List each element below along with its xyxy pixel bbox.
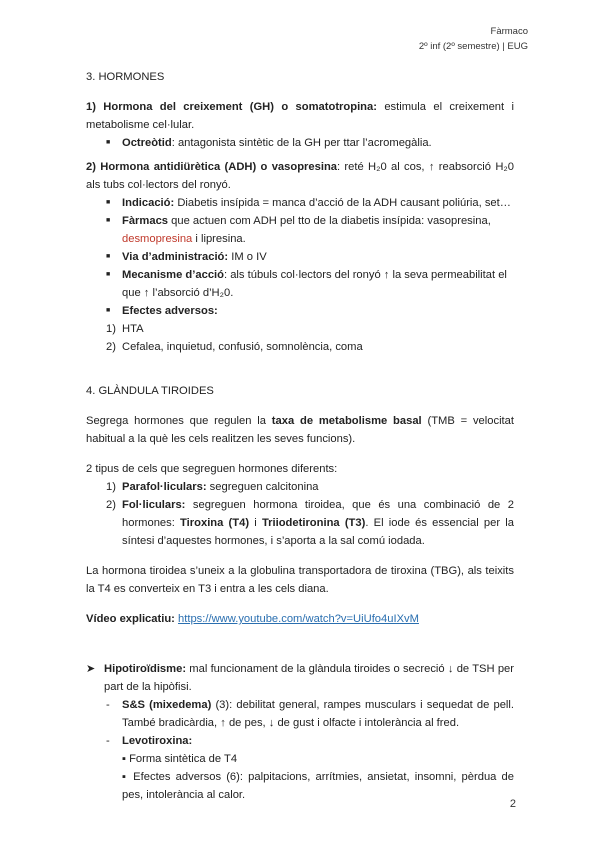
- tmb-term: taxa de metabolisme basal: [271, 415, 422, 427]
- farmacs-end: i lipresina.: [192, 233, 246, 245]
- tiroides-paragraph-1: [86, 412, 514, 448]
- list-item: [86, 212, 514, 248]
- octreotid-term: Octreòtid: [122, 137, 172, 149]
- list-item: [86, 266, 514, 302]
- list-item: [86, 338, 514, 356]
- efectes-term: Efectes adversos:: [122, 305, 218, 317]
- cell-types-list: [86, 478, 514, 550]
- header-subject: Fàrmaco: [490, 26, 528, 37]
- p1-start: Segrega hormones que regulen la: [86, 415, 272, 427]
- arrow-bullet-icon: ➤: [86, 663, 96, 675]
- via-text: IM o IV: [228, 251, 267, 263]
- levotiroxina-term: Levotiroxina:: [122, 735, 193, 747]
- adh-list: [86, 194, 514, 320]
- header-course: 2º inf (2º semestre) | EUG: [418, 41, 528, 52]
- p1-end: (TMB = velocitat habitual a la què les cels realitzen les seves funcions).: [86, 415, 514, 445]
- mecanisme-term: Mecanisme d’acció: [122, 269, 224, 281]
- levo-sub-item: ▪ Forma sintètica de T4: [122, 753, 238, 765]
- dash-bullet: -: [106, 735, 110, 747]
- list-item: [86, 134, 514, 152]
- video-paragraph: [86, 610, 514, 628]
- list-item: [86, 302, 514, 320]
- farmacs-text: que actuen com ADH pel tto de la diabetis insípida: vasopresina,: [168, 215, 491, 227]
- list-number: 2): [106, 341, 116, 353]
- gh-list: [86, 134, 514, 152]
- dash-bullet: -: [106, 699, 110, 711]
- list-number: 2): [106, 499, 116, 511]
- hipotiroidisme-text: mal funcionament de la glàndula tiroides o secreció ↓ de TSH per part de la hipòfisi.: [104, 663, 514, 693]
- gh-text: estimula el creixement i metabolisme cel·lular.: [86, 101, 514, 131]
- list-text: HTA: [122, 323, 144, 335]
- t3-term: Triiodetironina (T3): [261, 517, 366, 529]
- list-number: 1): [106, 323, 116, 335]
- page-header: [419, 24, 528, 54]
- parafolliculars-text: segreguen calcitonina: [206, 481, 319, 493]
- farmacs-term: Fàrmacs: [122, 215, 169, 227]
- list-item: [86, 320, 514, 338]
- adh-paragraph: [86, 158, 514, 194]
- adh-text: : reté H₂0 al cos, ↑ reabsorció H₂0 als tubs col·lectors del ronyó.: [86, 161, 514, 191]
- list-item: [86, 248, 514, 266]
- desmopresina-highlight: desmopresina: [122, 233, 193, 245]
- ss-item: [86, 696, 514, 732]
- t4-term: Tiroxina (T4): [180, 517, 250, 529]
- section-4-title: 4. GLÀNDULA TIROIDES: [86, 385, 214, 397]
- hipotiroidisme-item: [86, 660, 514, 696]
- list-item: [86, 194, 514, 212]
- levo-sub-item: ▪ Efectes adversos (6): palpitacions, arrítmies, ansietat, insomni, pèrdua de pes, intolerància al calor.: [122, 771, 514, 801]
- list-item: [86, 496, 514, 550]
- list-number: 1): [106, 481, 116, 493]
- conjunction: i: [249, 517, 262, 529]
- list-text: Cefalea, inquietud, confusió, somnolència, coma: [122, 341, 363, 353]
- hipotiroidisme-term: Hipotiroïdisme:: [104, 663, 187, 675]
- ss-text: (3): debilitat general, rampes musculars i sequedat de pell. També bradicàrdia, ↑ de pes, ↓ de gust i olfacte i intolerància al fred.: [122, 699, 514, 729]
- gh-paragraph: [86, 98, 514, 134]
- tiroides-paragraph-3: La hormona tiroidea s’uneix a la globulina transportadora de tiroxina (TBG), als teixits la T4 es converteix en T3 i entra a les cels diana.: [86, 565, 514, 595]
- folliculars-end: . El iode és essencial per la síntesi d’aquestes hormones, i s’aporta a la sal comú iodada.: [122, 517, 514, 547]
- adh-heading: 2) Hormona antidiürètica (ADH) o vasopresina: [86, 161, 337, 173]
- tiroides-paragraph-2: 2 tipus de cels que segreguen hormones diferents:: [86, 463, 338, 475]
- folliculars-text: segreguen hormona tiroidea, que és una combinació de 2 hormones:: [122, 499, 514, 529]
- folliculars-term: Fol·liculars:: [122, 499, 186, 511]
- ss-term: S&S (mixedema): [122, 699, 212, 711]
- indicacio-text: Diabetis insípida = manca d’acció de la ADH causant poliúria, set…: [174, 197, 511, 209]
- page-number: 2: [509, 798, 516, 810]
- document-body: [86, 68, 514, 804]
- via-term: Via d’administració:: [122, 251, 229, 263]
- gh-heading: 1) Hormona del creixement (GH) o somatotropina:: [86, 101, 377, 113]
- mecanisme-text: : als túbuls col·lectors del ronyó ↑ la seva permeabilitat el que ↑ l’absorció d’H₂0.: [122, 269, 507, 299]
- video-label: Vídeo explicatiu:: [86, 613, 175, 625]
- section-3-title: 3. HORMONES: [86, 71, 165, 83]
- parafolliculars-term: Parafol·liculars:: [122, 481, 207, 493]
- octreotid-text: : antagonista sintètic de la GH per ttar l’acromegàlia.: [171, 137, 432, 149]
- levotiroxina-item: [86, 732, 514, 750]
- indicacio-term: Indicació:: [122, 197, 175, 209]
- list-item: [86, 478, 514, 496]
- video-link[interactable]: https://www.youtube.com/watch?v=UiUfo4uIXvM: [178, 613, 419, 625]
- adh-adverse-list: [86, 320, 514, 356]
